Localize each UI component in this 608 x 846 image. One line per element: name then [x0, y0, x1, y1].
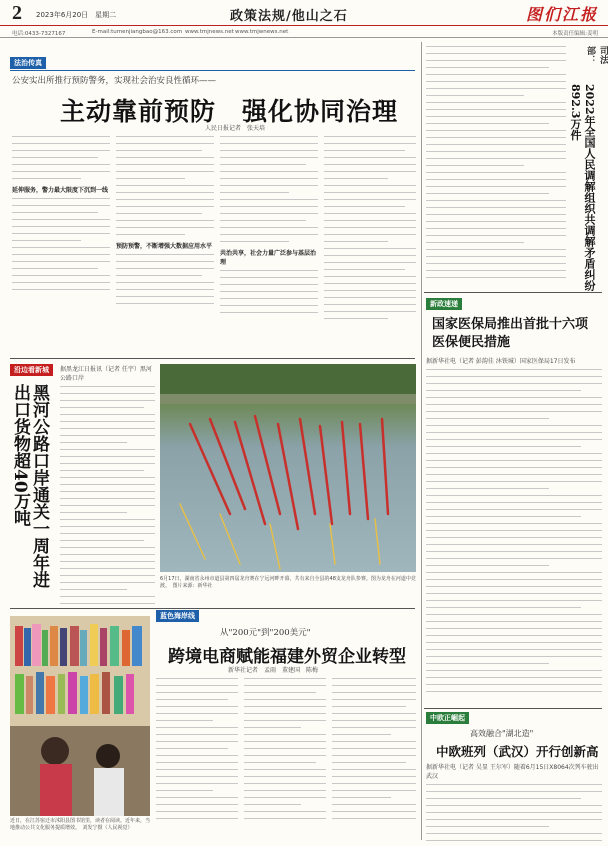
wuhan-body — [426, 762, 602, 842]
trade-byline: 新华社记者 孟雨 董建国 陈梅 — [228, 667, 319, 674]
section-tag-china-europe: 中欧正崛起 — [426, 712, 469, 724]
wuhan-headline: 中欧班列（武汉）开行创新高 — [436, 744, 599, 759]
divider — [424, 708, 602, 709]
phone: 电话:0433-7327167 — [12, 31, 66, 37]
insurance-body — [426, 356, 602, 706]
website: www.tmjnews.net — [185, 29, 234, 35]
trade-column-3 — [332, 678, 416, 840]
section-title: 政策法规/他山之石 — [230, 9, 348, 24]
wuhan-kicker: 高效融合"湖北造" — [470, 729, 534, 738]
section-tag-yanbian: 沿边看新城 — [10, 364, 53, 376]
editor-credit: 本版责任编辑:姜明 — [552, 31, 598, 37]
heihe-column-1 — [60, 364, 155, 604]
trade-column-2 — [244, 678, 326, 840]
divider — [10, 70, 415, 71]
library-caption: 近日，在江苏宿迁市沭阳县图书馆里，读者在阅读。近年来，当地推动公共文化服务提质增效。 刘发宁摄（人民视觉） — [10, 818, 151, 831]
dragon-boat-illustration — [160, 364, 416, 572]
library-illustration — [10, 616, 150, 816]
sidebar-headline: 2022年全国人民调解组织共调解矛盾纠纷892.3万件 — [569, 84, 596, 291]
lead-subhead-1: 延伸服务，警力最大限度下沉到一线 — [12, 187, 109, 194]
trade-kicker: 从"200元"到"200美元" — [220, 628, 311, 638]
wuhan-byline: 据新华社电（记者 吴显 王尔军）随着6月15日X8064次列车驶出武汉 — [426, 764, 599, 780]
lead-headline: 主动靠前预防 强化协同治理 — [60, 97, 399, 126]
sidebar-column-1 — [426, 46, 566, 286]
section-tag-new-policy: 新政速递 — [426, 298, 462, 310]
trade-column-1 — [156, 678, 238, 840]
heihe-byline: 据黑龙江日报讯（记者 任宇）黑河公路口岸 — [60, 366, 152, 382]
newspaper-logo: 图们江报 — [525, 5, 598, 24]
lead-byline: 人民日报记者 张天培 — [205, 125, 266, 132]
email: E-mail:tumenjiangbao@163.com — [92, 29, 183, 35]
heihe-headline: 黑河公路口岸通关一周年进出口货物超40万吨 — [10, 384, 49, 588]
website-alt: www.tmjwnews.net — [235, 29, 289, 35]
issue-date: 2023年6月20日 星期二 — [36, 11, 117, 19]
lead-column-2 — [116, 136, 214, 354]
page-number: 2 — [12, 2, 22, 24]
section-tag-law: 法治传真 — [10, 57, 46, 69]
insurance-headline: 国家医保局推出首批十六项医保便民措施 — [432, 317, 589, 350]
lead-column-1 — [12, 136, 110, 354]
masthead — [0, 0, 608, 26]
divider — [424, 292, 602, 293]
section-tag-blue-ocean: 蓝色海岸线 — [156, 610, 199, 622]
insurance-byline: 据新华社电（记者 彭韵佳 沐铁城）国家医保局17日发布 — [426, 358, 576, 365]
lead-subhead-3: 共治共享，社会力量广泛参与基层治理 — [220, 250, 317, 266]
divider — [10, 608, 415, 609]
lead-column-4 — [324, 136, 416, 354]
sidebar-kicker: 司法部： — [585, 46, 608, 64]
lead-column-3 — [220, 136, 318, 354]
lead-subhead-2: 预防预警，不断增强大数据应用水平 — [116, 243, 213, 250]
lead-kicker: 公安实出所推行预防警务，实现社会治安良性循环—— — [12, 76, 217, 86]
info-bar — [0, 26, 608, 38]
divider — [10, 358, 415, 359]
dragon-boat-photo — [160, 364, 416, 572]
library-photo — [10, 616, 150, 816]
trade-headline: 跨境电商赋能福建外贸企业转型 — [168, 647, 406, 667]
column-rule — [421, 42, 422, 840]
dragon-boat-caption: 6月17日，湖南省永州市道县第四届龙舟赛在宁远河畔开幕，共有来自全县的48支龙舟队参赛。图为龙舟在河道中竞渡。 图片来源：新华社 — [160, 576, 416, 589]
